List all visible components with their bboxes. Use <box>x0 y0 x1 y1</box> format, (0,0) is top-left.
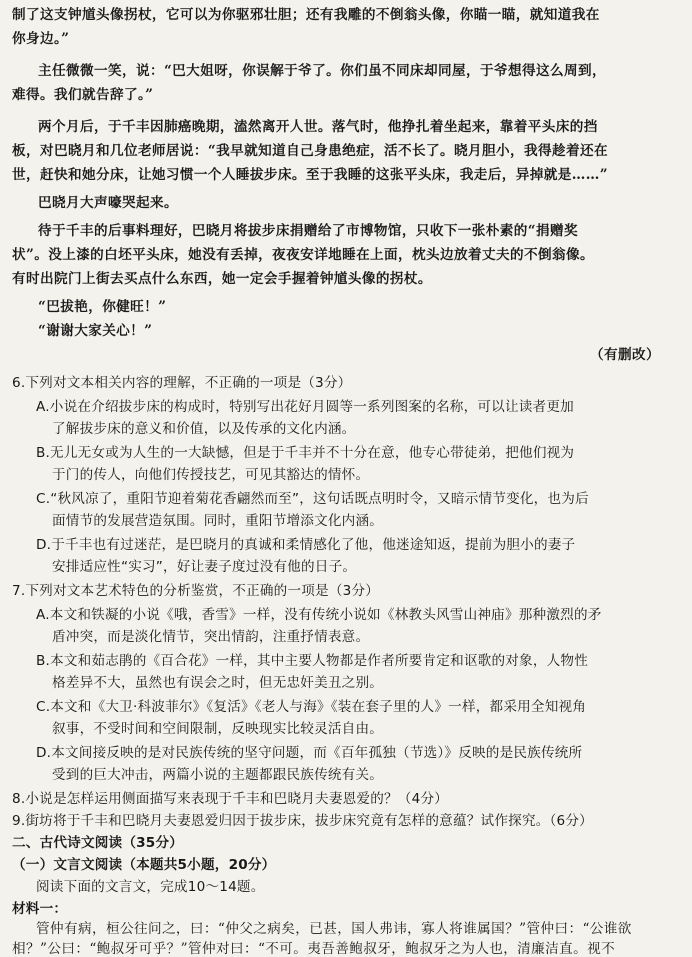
story-line: 世，赶快和她分床，让她习惯一个人睡拔步床。至于我睡的这张平头床，我走后，异掉就是……” <box>12 167 608 183</box>
classical-line: 管仲有病，桓公往问之，曰：“仲父之病矣，已甚，国人弗讳，寡人将谁属国？”管仲曰：“公谁欲 <box>36 921 632 937</box>
story-line: 巴晓月大声嚎哭起来。 <box>38 195 178 211</box>
story-line: 制了这支钟馗头像拐杖，它可以为你驱邪壮胆；还有我雕的不倒翁头像，你瞄一瞄，就知道我在 <box>12 7 600 23</box>
question-stem: 7.下列对文本艺术特色的分析鉴赏，不正确的一项是（3分） <box>12 583 380 599</box>
question-8: 8.小说是怎样运用侧面描写来表现于千丰和巴晓月夫妻恩爱的？（4分） <box>12 791 449 807</box>
option-d-cont: 安排适应性“实习”，好让妻子度过没有他的日子。 <box>52 559 357 575</box>
story-line: “谢谢大家关心！” <box>38 323 153 339</box>
option-b: B.无儿无女或为人生的一大缺憾，但是于千丰并不十分在意，他专心带徒弟，把他们视为 <box>36 445 575 461</box>
option-b: B.本文和茹志鹃的《百合花》一样，其中主要人物都是作者所要肯定和讴歌的对象，人物性 <box>36 653 588 669</box>
option-c-cont: 叙事，不受时间和空间限制，反映现实比较灵活自由。 <box>52 721 384 737</box>
option-d: D.于千丰也有过迷茫，是巴晓月的真诚和柔情感化了他，他迷途知返，提前为胆小的妻子 <box>36 537 576 553</box>
option-a-cont: 了解拔步床的意义和价值，以及传承的文化内涵。 <box>52 421 356 437</box>
section-heading: 二、古代诗文阅读（35分） <box>12 835 184 851</box>
option-c: C.本文和《大卫·科波菲尔》《复活》《老人与海》《装在套子里的人》一样，都采用全知视角 <box>36 699 587 715</box>
story-line: 主任微微一笑，说：“巴大姐呀，你误解于爷了。你们虽不同床却同屋，于爷想得这么周到， <box>38 63 606 79</box>
source-note: （有删改） <box>590 347 660 363</box>
story-line: 状”。没上漆的白坯平头床，她没有丢掉，夜夜安详地睡在上面，枕头边放着丈夫的不倒翁像。 <box>12 247 594 263</box>
sub-heading: （一）文言文阅读（本题共5小题，20分） <box>12 857 276 873</box>
classical-line: 相？”公曰：“鲍叔牙可乎？”管仲对曰：“不可。夷吾善鲍叔牙，鲍叔牙之为人也，清廉洁直。视不 <box>12 941 616 957</box>
story-line: “巴拔艳，你健旺！” <box>38 299 167 315</box>
question-9: 9.街坊将于千丰和巴晓月夫妻恩爱归因于拔步床，拔步床究竟有怎样的意蕴？试作探究。（6分） <box>12 813 593 829</box>
story-line: 板，对巴晓月和几位老师居说：“我早就知道自己身患绝症，活不长了。晓月胆小，我得趁着还在 <box>12 143 608 159</box>
option-b-cont: 格差异不大，虽然也有误会之时，但无忠奸美丑之别。 <box>52 675 384 691</box>
option-b-cont: 于门的传人，向他们传授技艺，可见其豁达的情怀。 <box>52 467 370 483</box>
material-label: 材料一： <box>12 901 68 917</box>
story-line: 有时出院门上街去买点什么东西，她一定会手握着钟馗头像的拐杖。 <box>12 271 432 287</box>
option-c-cont: 面情节的发展营造氛围。同时，重阳节增添文化内涵。 <box>52 513 384 529</box>
story-line: 两个月后，于千丰因肺癌晚期，溘然离开人世。落气时，他挣扎着坐起来，靠着平头床的挡 <box>38 119 598 135</box>
story-line: 难得。我们就告辞了。” <box>12 87 154 103</box>
story-line: 待于千丰的后事料理好，巴晓月将拔步床捐赠给了市博物馆，只收下一张朴素的“捐赠奖 <box>38 223 578 239</box>
story-line: 你身边。” <box>12 31 70 47</box>
question-stem: 6.下列对文本相关内容的理解，不正确的一项是（3分） <box>12 375 352 391</box>
option-d-cont: 受到的巨大冲击，两篇小说的主题都跟民族传统有关。 <box>52 767 384 783</box>
option-a: A.小说在介绍拔步床的构成时，特别写出花好月圆等一系列图案的名称，可以让读者更加 <box>36 399 574 415</box>
option-d: D.本文间接反映的是对民族传统的坚守问题，而《百年孤独（节选）》反映的是民族传统所 <box>36 745 583 761</box>
option-c: C.“秋风凉了，重阳节迎着菊花香翩然而至”，这句话既点明时令，又暗示情节变化，也为后 <box>36 491 589 507</box>
option-a: A.本文和铁凝的小说《哦，香雪》一样，没有传统小说如《林教头风雪山神庙》那种激烈的矛 <box>36 607 602 623</box>
instruction: 阅读下面的文言文，完成10～14题。 <box>36 879 265 895</box>
option-a-cont: 盾冲突，而是淡化情节，突出情韵，注重抒情表意。 <box>52 629 370 645</box>
